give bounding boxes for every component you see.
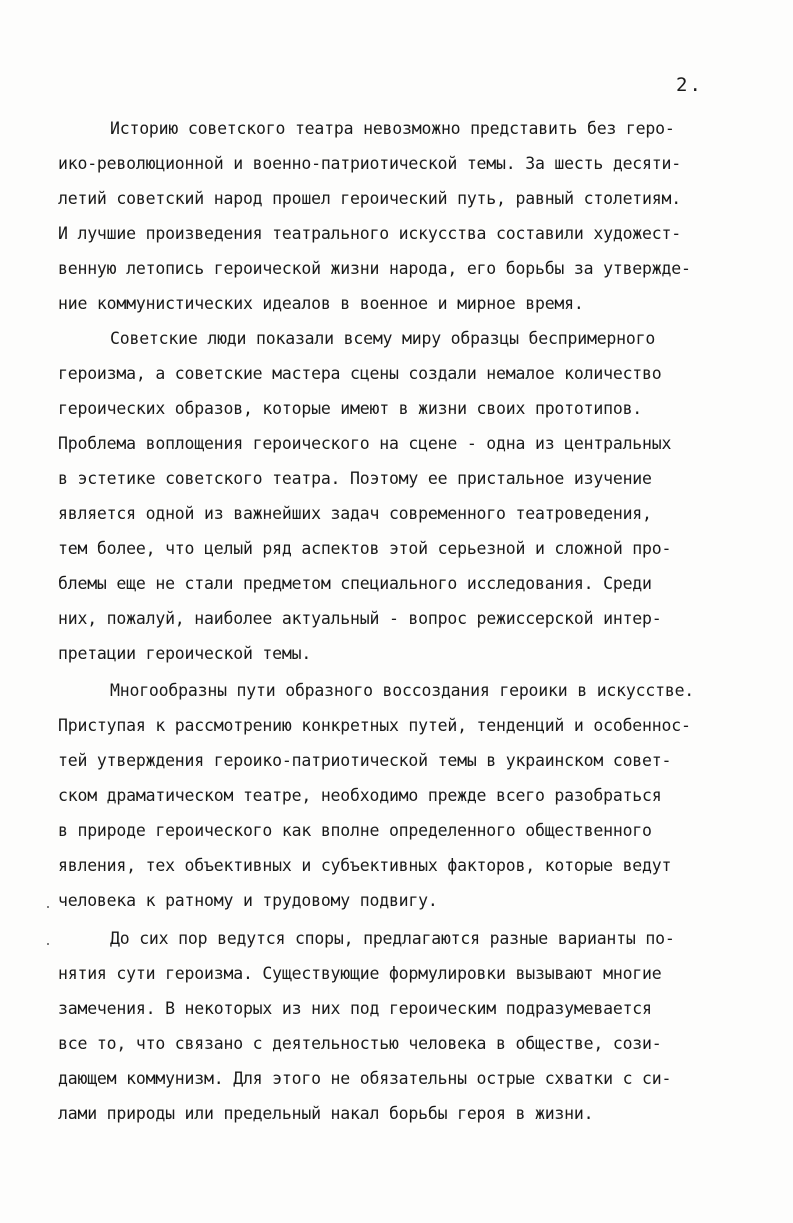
text-line: тем более, что целый ряд аспектов этой серьезной и сложной про- bbox=[58, 539, 672, 558]
text-line: Проблема воплощения героического на сцене - одна из центральных bbox=[58, 434, 672, 453]
page-number: 2. bbox=[676, 74, 703, 96]
text-line: тей утверждения героико-патриотической темы в украинском совет- bbox=[58, 751, 672, 770]
text-line: ико-революционной и военно-патриотической темы. За шесть десяти- bbox=[58, 154, 681, 173]
text-line: в природе героического как вполне определенного общественного bbox=[58, 821, 652, 840]
text-line: все то, что связано с деятельностью человека в обществе, сози- bbox=[58, 1034, 662, 1053]
text-line: замечения. В некоторых из них под героическим подразумевается bbox=[58, 999, 652, 1018]
text-line: героизма, а советские мастера сцены создали немалое количество bbox=[58, 364, 662, 383]
text-line: нятия сути героизма. Существующие формулировки вызывают многие bbox=[58, 964, 662, 983]
text-line: в эстетике советского театра. Поэтому ее пристальное изучение bbox=[58, 469, 652, 488]
text-line: Многообразны пути образного воссоздания героики в искусстве. bbox=[110, 681, 695, 700]
text-line: претации героической темы. bbox=[58, 644, 312, 663]
text-line: венную летопись героической жизни народа, его борьбы за утвержде- bbox=[58, 259, 691, 278]
text-line: летий советский народ прошел героический путь, равный столетиям. bbox=[58, 189, 681, 208]
text-line: ние коммунистических идеалов в военное и мирное время. bbox=[58, 294, 584, 313]
text-line: До сих пор ведутся споры, предлагаются разные варианты по- bbox=[110, 929, 675, 948]
text-line: человека к ратному и трудовому подвигу. bbox=[58, 891, 438, 910]
text-line: Советские люди показали всему миру образцы беспримерного bbox=[110, 329, 656, 348]
text-line: ском драматическом театре, необходимо прежде всего разобраться bbox=[58, 786, 662, 805]
text-line: является одной из важнейших задач современного театроведения, bbox=[58, 504, 652, 523]
text-line: Историю советского театра невозможно представить без геро- bbox=[110, 119, 675, 138]
scan-speck bbox=[47, 943, 49, 945]
text-line: героических образов, которые имеют в жизни своих прототипов. bbox=[58, 399, 643, 418]
text-line: Приступая к рассмотрению конкретных путей, тенденций и особеннос- bbox=[58, 716, 691, 735]
text-line: них, пожалуй, наиболее актуальный - вопрос режиссерской интер- bbox=[58, 609, 662, 628]
text-line: блемы еще не стали предметом специального исследования. Среди bbox=[58, 574, 652, 593]
text-line: явления, тех объективных и субъективных факторов, которые ведут bbox=[58, 856, 672, 875]
text-line: И лучшие произведения театрального искусства составили художест- bbox=[58, 224, 681, 243]
text-line: лами природы или предельный накал борьбы героя в жизни. bbox=[58, 1104, 594, 1123]
scan-speck bbox=[47, 906, 49, 908]
text-line: дающем коммунизм. Для этого не обязательны острые схватки с си- bbox=[58, 1069, 672, 1088]
